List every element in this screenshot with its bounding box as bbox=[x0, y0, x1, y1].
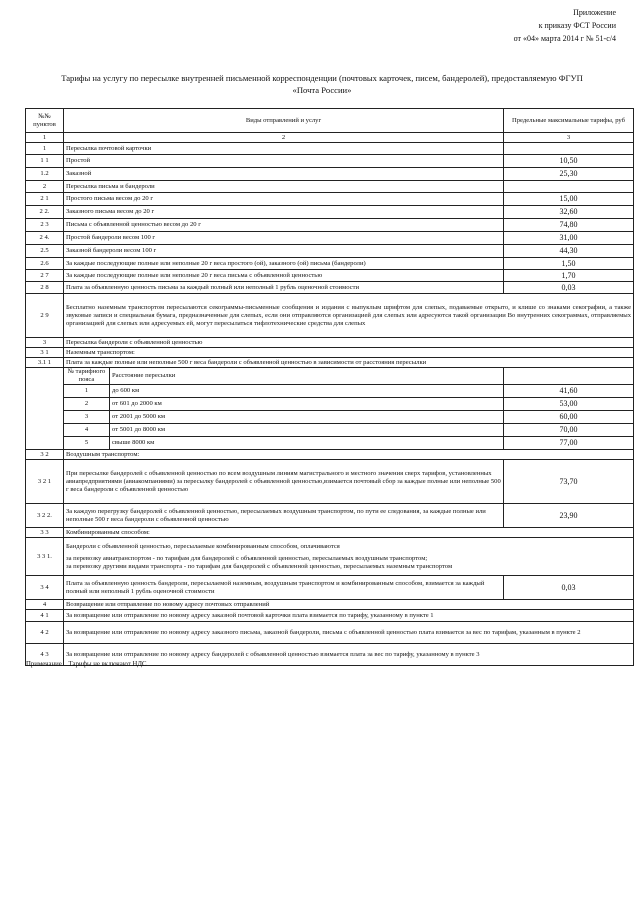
zone-header-row bbox=[26, 368, 634, 385]
zone-price: 41,60 bbox=[504, 385, 634, 398]
row-num: 2 8 bbox=[26, 282, 64, 294]
table-row bbox=[26, 610, 634, 622]
table-row bbox=[26, 155, 634, 168]
index-cell: 2 bbox=[64, 133, 504, 143]
row-price: 0,03 bbox=[504, 282, 634, 294]
row-num: 2.5 bbox=[26, 245, 64, 258]
row-desc: Воздушным транспортом: bbox=[64, 450, 634, 460]
table-row bbox=[26, 232, 634, 245]
table-row bbox=[26, 181, 634, 193]
row-desc: Комбинированным способом: bbox=[64, 528, 634, 538]
row-price: 44,30 bbox=[504, 245, 634, 258]
zone-row bbox=[26, 437, 634, 450]
index-cell: 1 bbox=[26, 133, 64, 143]
table-row bbox=[26, 600, 634, 610]
zone-price: 77,00 bbox=[504, 437, 634, 450]
table-row bbox=[26, 258, 634, 270]
row-num: 2.6 bbox=[26, 258, 64, 270]
title-line-2: «Почта России» bbox=[292, 85, 352, 95]
zone-row bbox=[26, 385, 634, 398]
row-desc: Бесплатно наземным транспортом пересылаются секограммы-письменные сообщения и издания с выпуклым шрифтом для слепых, подаваемые открыто, и клише со знаками секографии, а также звуковые записи и специальная бумага, предназначенные для слепых, если они отправляются организацией для слепых или адресуются такой организации Во внутренних секограммах, отправляемых организацией для слепых или адресуемых ей, могут пересылаться тифлотехнические средства для слепых bbox=[64, 294, 634, 338]
row-num: 2 2. bbox=[26, 206, 64, 219]
table-row bbox=[26, 294, 634, 338]
zone-price: 70,00 bbox=[504, 424, 634, 437]
row-desc: За возвращение или отправление по новому адресу заказной почтовой карточки плата взимается по тарифу, указанному в пункте 1 bbox=[64, 610, 634, 622]
row-price bbox=[504, 143, 634, 155]
document-title bbox=[22, 72, 622, 96]
row-desc: Пересылка почтовой карточки bbox=[64, 143, 504, 155]
header-num: №№ пунктов bbox=[26, 109, 64, 133]
row-desc: Наземным транспортом: bbox=[64, 348, 634, 358]
row-num: 2 3 bbox=[26, 219, 64, 232]
row-price bbox=[504, 181, 634, 193]
zone-price-header bbox=[504, 368, 634, 385]
footnote bbox=[26, 661, 151, 668]
row-num: 3 2 2. bbox=[26, 504, 64, 528]
index-cell: 3 bbox=[504, 133, 634, 143]
order-line: к приказу ФСТ России bbox=[538, 21, 616, 30]
zone-distance: от 5001 до 8000 км bbox=[110, 424, 504, 437]
zone-price: 53,00 bbox=[504, 398, 634, 411]
row-num: 3 2 bbox=[26, 450, 64, 460]
row-num: 3.1 1 bbox=[26, 358, 64, 368]
zone-row bbox=[26, 398, 634, 411]
row-price: 10,50 bbox=[504, 155, 634, 168]
table-row bbox=[26, 622, 634, 644]
row-desc: Простой бандероли весом 100 г bbox=[64, 232, 504, 245]
row-num: 3 4 bbox=[26, 576, 64, 600]
row-desc: Заказной bbox=[64, 168, 504, 181]
zone-num: 2 bbox=[64, 398, 110, 411]
row-desc: За каждые последующие полные или неполные 20 г веса простого (ой), заказного (ой) письма (бандероли) bbox=[64, 258, 504, 270]
row-price: 1,70 bbox=[504, 270, 634, 282]
row-num: 2 1 bbox=[26, 193, 64, 206]
header-service: Виды отправлений и услуг bbox=[64, 109, 504, 133]
row-price: 32,60 bbox=[504, 206, 634, 219]
index-row bbox=[26, 133, 634, 143]
row-desc: Письма с объявленной ценностью весом до 20 г bbox=[64, 219, 504, 232]
row-num: 1 1 bbox=[26, 155, 64, 168]
row-num: 2 9 bbox=[26, 294, 64, 338]
row-desc: Пересылка бандероли с объявленной ценностью bbox=[64, 338, 634, 348]
header-price: Предельные максимальные тарифы, руб bbox=[504, 109, 634, 133]
table-header-row bbox=[26, 109, 634, 133]
order-reference bbox=[430, 6, 616, 45]
row-num: 3 2 1 bbox=[26, 460, 64, 504]
row-desc-line: Бандероли с объявленной ценностью, пересылаемые комбинированным способом, оплачиваются bbox=[66, 542, 340, 550]
zone-distance: свыше 8000 км bbox=[110, 437, 504, 450]
row-desc-line: за перевозку другими видами транспорта - по тарифам для бандеролей с объявленной ценностью, пересылаемых наземным транспортом bbox=[66, 562, 453, 570]
zone-header: № тарифного пояса bbox=[64, 368, 110, 385]
row-desc: За каждые последующие полные или неполные 20 г веса письма с объявленной ценностью bbox=[64, 270, 504, 282]
row-price: 73,70 bbox=[504, 460, 634, 504]
table-row bbox=[26, 450, 634, 460]
table-row bbox=[26, 143, 634, 155]
row-num: 2 bbox=[26, 181, 64, 193]
table-row bbox=[26, 504, 634, 528]
zone-row bbox=[26, 424, 634, 437]
row-price: 25,30 bbox=[504, 168, 634, 181]
row-price: 0,03 bbox=[504, 576, 634, 600]
row-num: 3 1 bbox=[26, 348, 64, 358]
row-desc: Пересылка письма и бандероли bbox=[64, 181, 504, 193]
row-num: 4 3 bbox=[26, 644, 64, 666]
row-desc-line: за перевозку авиатранспортом - по тарифам для бандеролей с объявленной ценностью, пересылаемых воздушным транспортом; bbox=[66, 554, 428, 562]
table-row bbox=[26, 168, 634, 181]
row-desc: За возвращение или отправление по новому адресу заказного письма, заказной бандероли, письма с объявленной ценностью плата взимается за вес по тарифам, указанным в пункте 2 bbox=[64, 622, 634, 644]
row-desc bbox=[64, 538, 634, 576]
title-line-1: Тарифы на услугу по пересылке внутренней письменной корреспонденции (почтовых карточек, писем, бандеролей), предоставляемую ФГУП bbox=[61, 73, 583, 83]
zone-num: 3 bbox=[64, 411, 110, 424]
row-num: 4 2 bbox=[26, 622, 64, 644]
zone-num: 5 bbox=[64, 437, 110, 450]
table-row bbox=[26, 338, 634, 348]
order-date-number: от «04» марта 2014 г № 51-с/4 bbox=[513, 34, 616, 43]
row-desc: Заказной бандероли весом 100 г bbox=[64, 245, 504, 258]
row-num: 3 bbox=[26, 338, 64, 348]
row-price: 74,80 bbox=[504, 219, 634, 232]
row-num: 4 bbox=[26, 600, 64, 610]
table-row bbox=[26, 358, 634, 368]
row-desc: Возвращение или отправление по новому адресу почтовых отправлений bbox=[64, 600, 634, 610]
table-row bbox=[26, 270, 634, 282]
row-num: 2 7 bbox=[26, 270, 64, 282]
footnote-label: Примечание bbox=[26, 661, 62, 668]
table-row bbox=[26, 528, 634, 538]
row-desc: Плата за объявленную ценность письма за каждый полный или неполный 1 рубль оценочной стоимости bbox=[64, 282, 504, 294]
row-price: 23,90 bbox=[504, 504, 634, 528]
tariff-table bbox=[25, 108, 634, 666]
row-desc: Плата за объявленную ценность бандероли, пересылаемой наземным, воздушным транспортом и комбинированным способом, взимается за каждый полный или неполный 1 рубль оценочной стоимости bbox=[64, 576, 504, 600]
row-num: 3 3 bbox=[26, 528, 64, 538]
table-row bbox=[26, 193, 634, 206]
row-desc: Простого письма весом до 20 г bbox=[64, 193, 504, 206]
row-price: 31,00 bbox=[504, 232, 634, 245]
table-row bbox=[26, 460, 634, 504]
table-row bbox=[26, 538, 634, 576]
table-row bbox=[26, 245, 634, 258]
row-desc: Простой bbox=[64, 155, 504, 168]
row-num: 2 4. bbox=[26, 232, 64, 245]
row-num: 1 bbox=[26, 143, 64, 155]
row-price: 15,00 bbox=[504, 193, 634, 206]
zone-distance: от 601 до 2000 км bbox=[110, 398, 504, 411]
row-desc: За каждую перегрузку бандеролей с объявленной ценностью, пересылаемых воздушным транспортом, по пути ее следования, за каждые полные или неполные 500 г веса бандероли с объявленной ценностью bbox=[64, 504, 504, 528]
table-row bbox=[26, 206, 634, 219]
row-desc: При пересылке бандеролей с объявленной ценностью по всем воздушным линиям магистрального и местного значения сверх тарифов, установленных авиапредприятиями (авиакомпаниями) за пересылку бандеролей с объявленной ценностью,взимается почтовый сбор за каждые полные или неполные 500 г веса бандероли с объявленной ценностью bbox=[64, 460, 504, 504]
table-row bbox=[26, 576, 634, 600]
appendix-label: Приложение bbox=[573, 8, 616, 17]
footnote-text: Тарифы не включают НДС bbox=[68, 661, 147, 668]
zone-spacer bbox=[26, 368, 64, 450]
row-desc: За возвращение или отправление по новому адресу бандеролей с объявленной ценностью взимается плата за вес по тарифу, указанному в пункте 3 bbox=[64, 644, 634, 666]
zone-distance: до 600 км bbox=[110, 385, 504, 398]
row-desc: Плата за каждые полные или неполные 500 г веса бандероли с объявленной ценностью в зависимости от расстояния пересылки bbox=[64, 358, 634, 368]
row-desc: Заказного письма весом до 20 г bbox=[64, 206, 504, 219]
table-row bbox=[26, 219, 634, 232]
table-row bbox=[26, 348, 634, 358]
row-price: 1,50 bbox=[504, 258, 634, 270]
zone-num: 4 bbox=[64, 424, 110, 437]
zone-price: 60,00 bbox=[504, 411, 634, 424]
zone-row bbox=[26, 411, 634, 424]
zone-num: 1 bbox=[64, 385, 110, 398]
distance-header: Расстояние пересылки bbox=[110, 368, 504, 385]
row-num: 4 1 bbox=[26, 610, 64, 622]
zone-distance: от 2001 до 5000 км bbox=[110, 411, 504, 424]
row-num: 3 3 1. bbox=[26, 538, 64, 576]
table-row bbox=[26, 282, 634, 294]
row-num: 1.2 bbox=[26, 168, 64, 181]
